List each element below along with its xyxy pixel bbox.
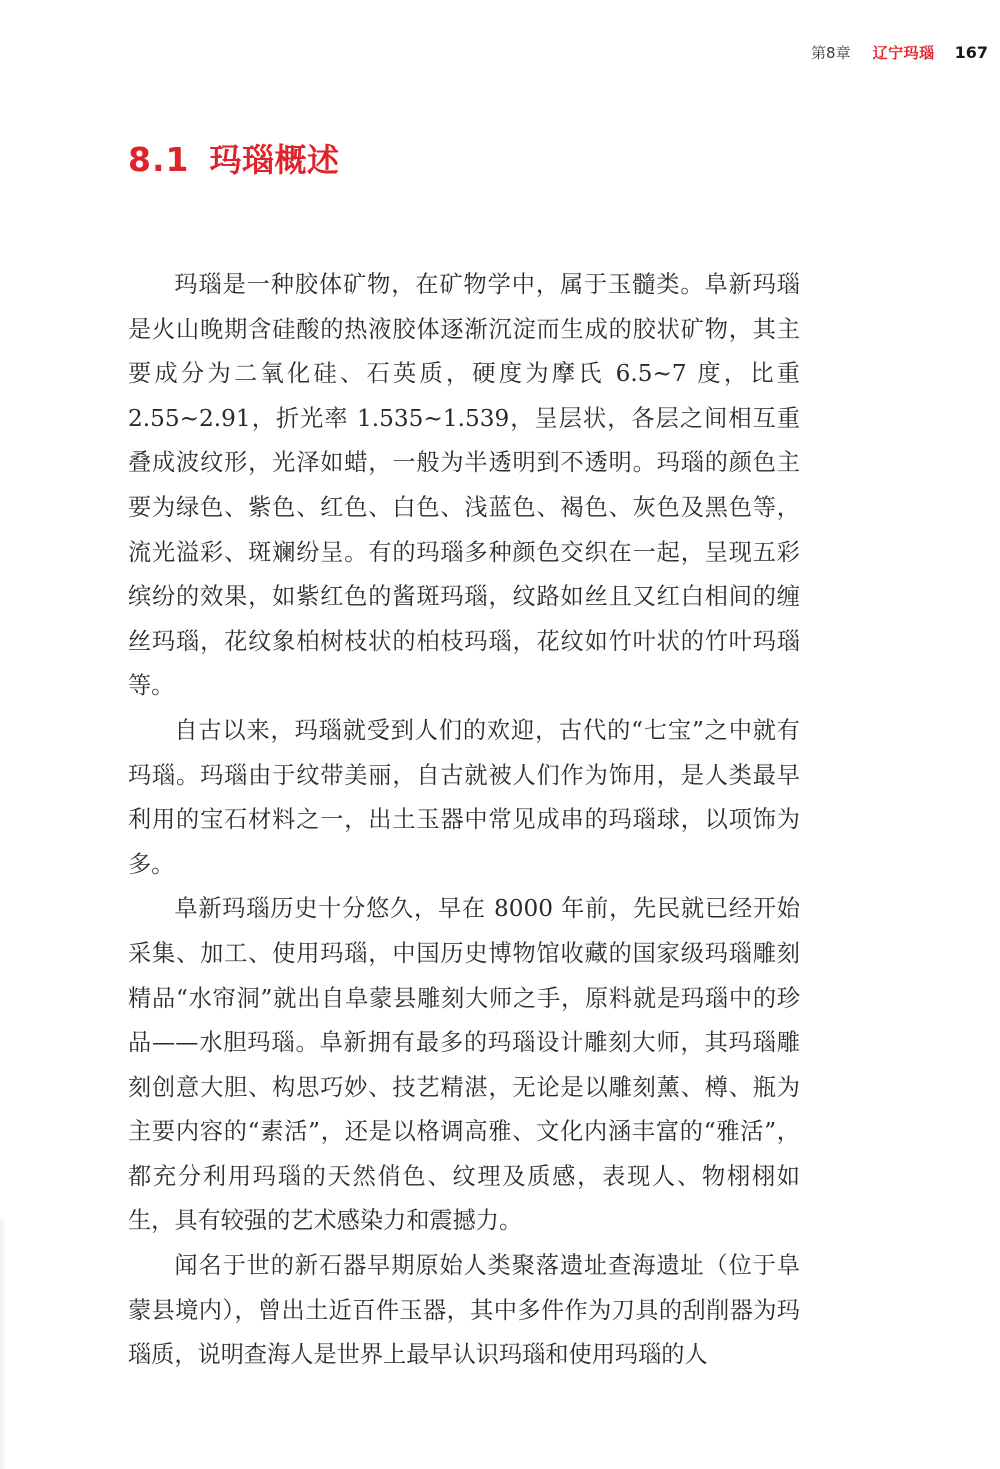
chapter-label: 第8章	[811, 43, 851, 62]
section-title: 玛瑙概述	[209, 141, 340, 179]
chapter-title: 辽宁玛瑙	[872, 43, 935, 62]
paragraph-chahai-site: 闻名于世的新石器早期原始人类聚落遗址查海遗址（位于阜蒙县境内），曾出土近百件玉器，其中多件作为刀具的刮削器为玛瑙质，说明查海人是世界上最早认识玛瑙和使用玛瑙的人	[128, 1252, 800, 1369]
paragraph-agate-properties: 玛瑙是一种胶体矿物，在矿物学中，属于玉髓类。阜新玛瑙是火山晚期含硅酸的热液胶体逐渐沉淀而生成的胶状矿物，其主要成分为二氧化硅、石英质，硬度为摩氏 6.5~7 度，比重 2.55~2.91，折光率 1.535~1.539，呈层状，各层之间相互重叠成波纹形，光泽如蜡，一般为半透明到不透明。玛瑙的颜色主要为绿色、紫色、红色、白色、浅蓝色、褐色、灰色及黑色等，流光溢彩、斑斓纷呈。有的玛瑙多种颜色交织在一起，呈现五彩缤纷的效果，如紫红色的酱斑玛瑙，纹路如丝且又红白相间的缠丝玛瑙，花纹象柏树枝状的柏枝玛瑙，花纹如竹叶状的竹叶玛瑙等。	[128, 271, 800, 700]
page-number: 167	[954, 42, 988, 62]
running-header	[811, 40, 988, 64]
body-text	[128, 263, 800, 1378]
scan-edge-shadow	[0, 1219, 6, 1469]
section-heading	[128, 138, 339, 182]
paragraph-agate-history: 自古以来，玛瑙就受到人们的欢迎，古代的“七宝”之中就有玛瑙。玛瑙由于纹带美丽，自古就被人们作为饰用，是人类最早利用的宝石材料之一，出土玉器中常见成串的玛瑙球，以项饰为多。	[128, 716, 800, 878]
section-number: 8.1	[128, 140, 190, 179]
paragraph-fuxin-carving: 阜新玛瑙历史十分悠久，早在 8000 年前，先民就已经开始采集、加工、使用玛瑙，中国历史博物馆收藏的国家级玛瑙雕刻精品“水帘洞”就出自阜蒙县雕刻大师之手，原料就是玛瑙中的珍品——水胆玛瑙。阜新拥有最多的玛瑙设计雕刻大师，其玛瑙雕刻创意大胆、构思巧妙、技艺精湛，无论是以雕刻薰、樽、瓶为主要内容的“素活”，还是以格调高雅、文化内涵丰富的“雅活”，都充分利用玛瑙的天然俏色、纹理及质感，表现人、物栩栩如生，具有较强的艺术感染力和震撼力。	[128, 895, 800, 1235]
